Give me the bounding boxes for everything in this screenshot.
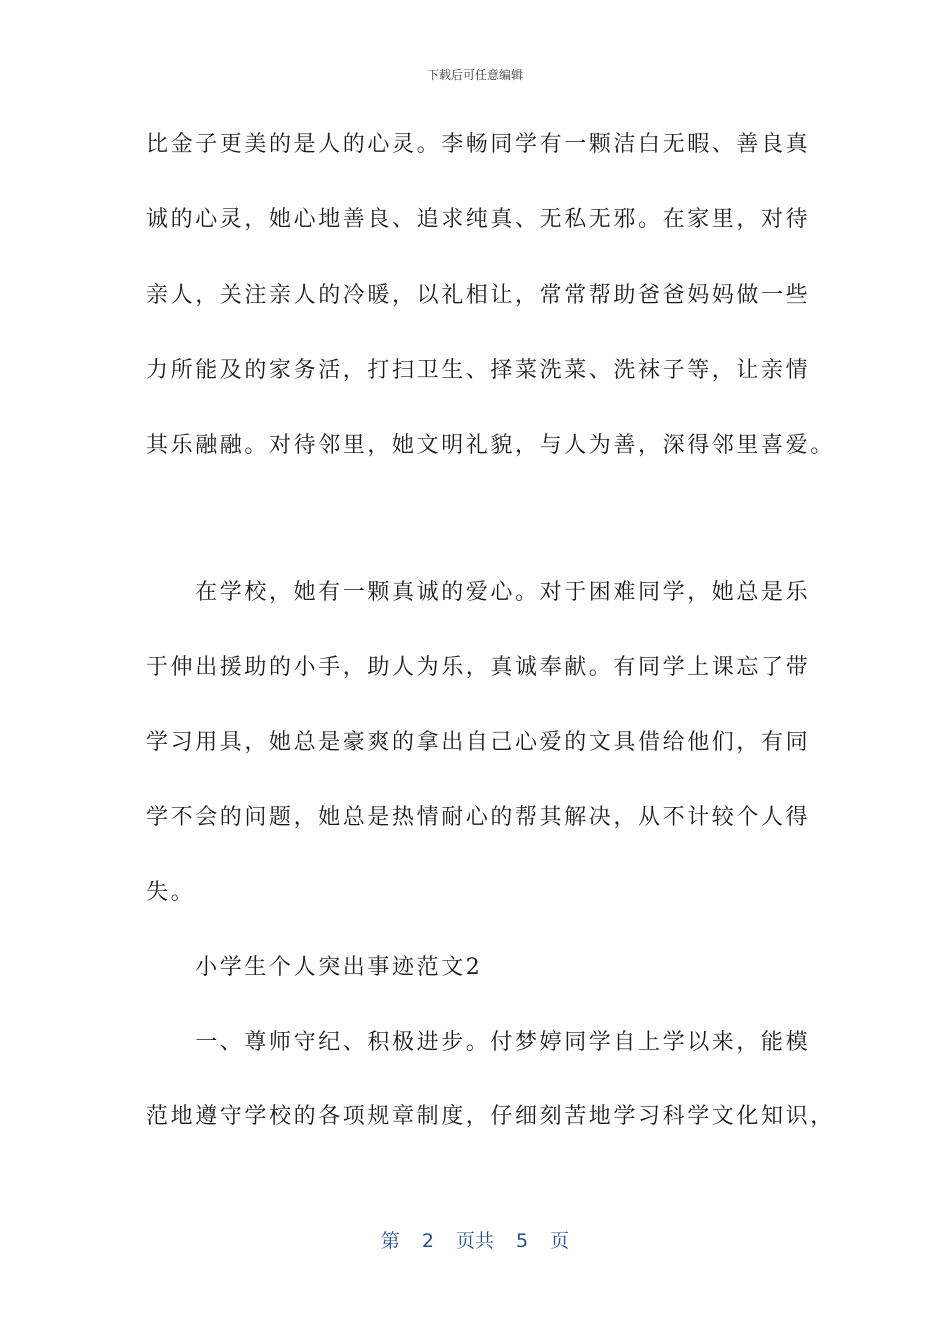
body-line-5: 其乐融融。对待邻里，她文明礼貌，与人为善，深得邻里喜爱。 — [146, 433, 835, 458]
body-line-4: 力所能及的家务活，打扫卫生、择菜洗菜、洗袜子等，让亲情 — [146, 358, 811, 383]
body-line-7: 于伸出援助的小手，助人为乐，真诚奉献。有同学上课忘了带 — [146, 655, 811, 680]
body-line-6: 在学校，她有一颗真诚的爱心。对于困难同学，她总是乐 — [146, 580, 811, 605]
body-line-3: 亲人，关注亲人的冷暖，以礼相让，常常帮助爸爸妈妈做一些 — [146, 283, 811, 308]
body-line-2: 诚的心灵，她心地善良、追求纯真、无私无邪。在家里，对待 — [146, 207, 811, 232]
body-line-8: 学习用具，她总是豪爽的拿出自己心爱的文具借给他们，有同 — [146, 730, 811, 755]
footer-total-pages: 5 — [516, 1230, 529, 1252]
body-line-1: 比金子更美的是人的心灵。李畅同学有一颗洁白无暇、善良真 — [146, 132, 811, 157]
page-header: 下载后可任意编辑 — [426, 68, 523, 82]
page-footer — [0, 1226, 950, 1253]
body-line-10: 失。 — [146, 880, 196, 905]
footer-page-number: 2 — [421, 1230, 434, 1252]
footer-middle: 页共 — [455, 1230, 494, 1252]
body-line-12: 范地遵守学校的各项规章制度，仔细刻苦地学习科学文化知识， — [146, 1104, 835, 1129]
section-heading: 小学生个人突出事迹范文2 — [146, 955, 483, 980]
footer-suffix: 页 — [550, 1230, 570, 1252]
footer-prefix: 第 — [380, 1230, 400, 1252]
body-line-11: 一、尊师守纪、积极进步。付梦婷同学自上学以来，能模 — [146, 1030, 811, 1055]
body-line-9: 学不会的问题，她总是热情耐心的帮其解决，从不计较个人得 — [146, 805, 811, 830]
